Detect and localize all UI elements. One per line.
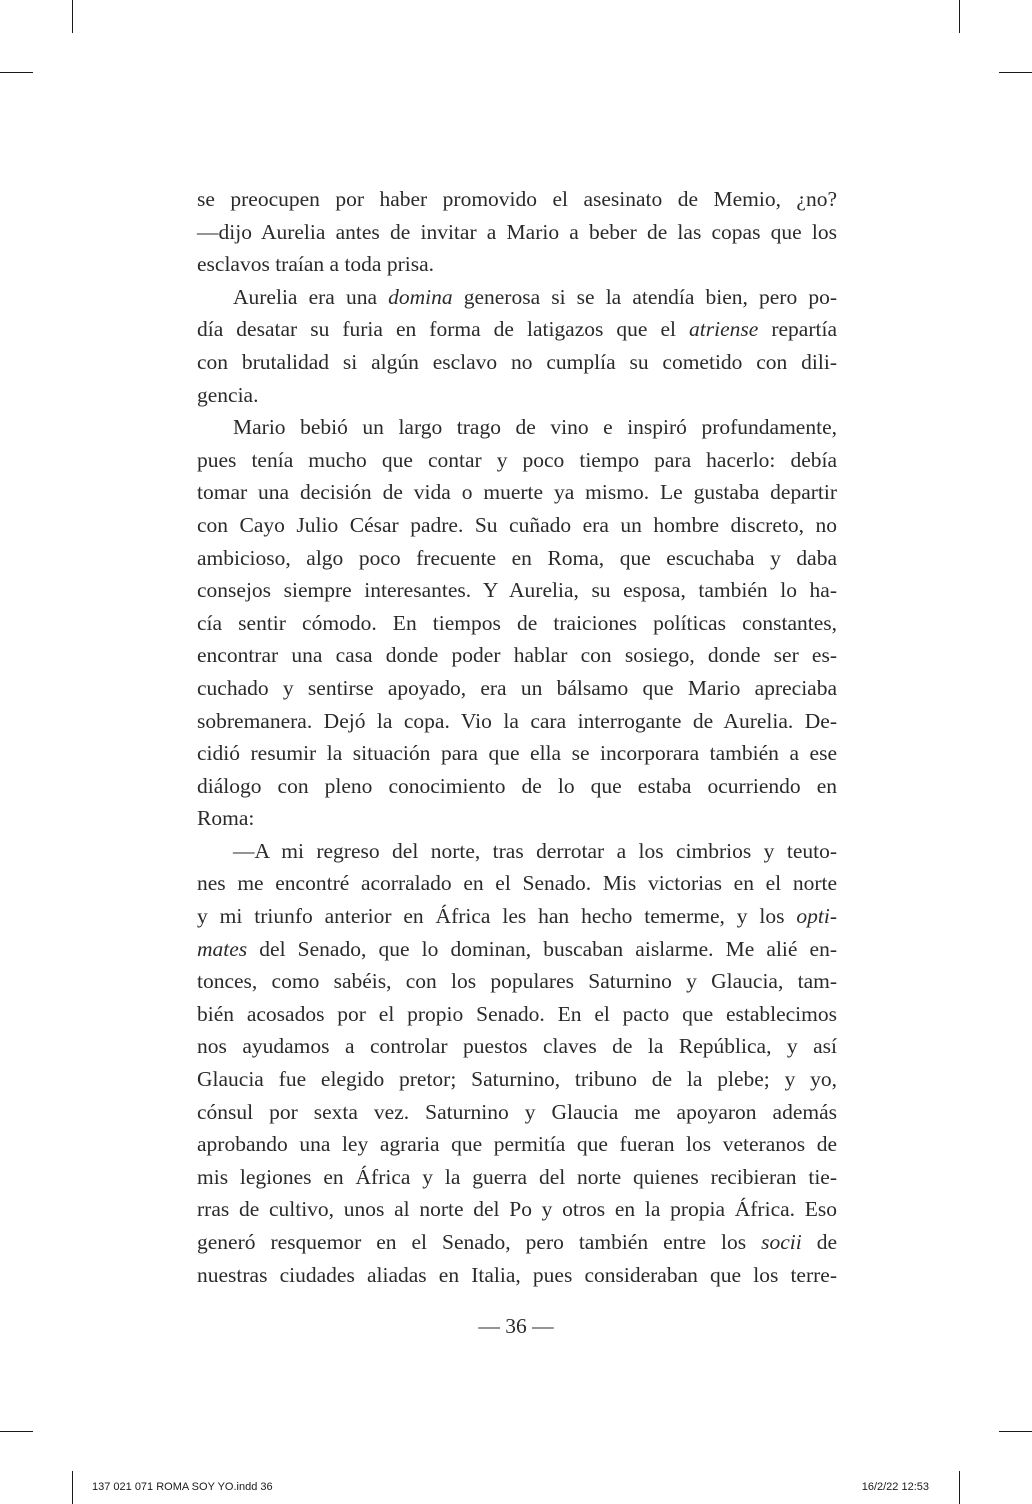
text-run: aprobando una ley agraria que permitía que fueran los veteranos de <box>197 1132 837 1157</box>
text-run: tomar una decisión de vida o muerte ya mismo. Le gustaba departir <box>197 480 837 505</box>
text-run: con brutalidad si algún esclavo no cumplía su cometido con dili- <box>197 349 837 374</box>
text-run: encontrar una casa donde poder hablar con sosiego, donde ser es- <box>197 643 837 668</box>
text-line <box>197 1128 837 1161</box>
text-line <box>197 379 837 412</box>
text-line <box>197 900 837 933</box>
crop-mark-top-right-horizontal <box>999 72 1032 73</box>
text-line <box>197 1259 837 1292</box>
italic-text: socii <box>761 1230 802 1254</box>
book-body-text <box>197 183 837 1291</box>
text-run: nos ayudamos a controlar puestos claves de la República, y así <box>197 1034 837 1059</box>
text-line <box>197 411 837 444</box>
text-line <box>197 542 837 575</box>
text-line <box>197 444 837 477</box>
text-run: y mi triunfo anterior en África les han hecho temerme, y los <box>197 904 797 929</box>
text-run: Roma: <box>197 806 255 831</box>
text-line <box>197 476 837 509</box>
text-run: cónsul por sexta vez. Saturnino y Glaucia me apoyaron además <box>197 1099 837 1124</box>
text-line <box>197 1063 837 1096</box>
text-run: nuestras ciudades aliadas en Italia, pues consideraban que los terre- <box>197 1262 837 1287</box>
text-run: pues tenía mucho que contar y poco tiempo para hacerlo: debía <box>197 447 837 472</box>
crop-mark-top-left <box>72 0 73 33</box>
text-line <box>197 216 837 249</box>
text-run: —dijo Aurelia antes de invitar a Mario a beber de las copas que los <box>197 219 837 244</box>
text-run: día desatar su furia en forma de latigazos que el <box>197 317 690 342</box>
text-run: generó resquemor en el Senado, pero también entre los <box>197 1230 762 1254</box>
slug-file-info: 137 021 071 ROMA SOY YO.indd 36 <box>92 1481 273 1493</box>
text-run: esclavos traían a toda prisa. <box>197 252 435 277</box>
text-run: mis legiones en África y la guerra del norte quienes recibieran tie- <box>197 1164 837 1189</box>
italic-text: opti- <box>796 904 837 929</box>
text-run: se preocupen por haber promovido el asesinato de Memio, ¿no? <box>197 187 837 211</box>
text-line <box>197 1226 837 1259</box>
text-line <box>197 933 837 966</box>
text-line <box>197 1030 837 1063</box>
text-line <box>197 965 837 998</box>
text-line <box>197 574 837 607</box>
text-run: Aurelia era una <box>233 284 389 309</box>
italic-text: domina <box>388 284 453 309</box>
text-run: ambicioso, algo poco frecuente en Roma, que escuchaba y daba <box>197 545 837 570</box>
text-run: cuchado y sentirse apoyado, era un bálsamo que Mario apreciaba <box>197 675 837 700</box>
crop-mark-bottom-right-horizontal <box>999 1431 1032 1432</box>
crop-mark-bottom-left <box>72 1471 73 1504</box>
text-run: con Cayo Julio César padre. Su cuñado era un hombre discreto, no <box>197 512 837 537</box>
text-line <box>197 509 837 542</box>
page-number: — 36 — <box>478 1314 554 1338</box>
text-line <box>197 607 837 640</box>
text-run: nes me encontré acorralado en el Senado. Mis victorias en el norte <box>197 871 837 896</box>
text-line <box>197 705 837 738</box>
italic-text: mates <box>197 936 248 961</box>
text-run: cidió resumir la situación para que ella se incorporara también a ese <box>197 741 837 766</box>
text-run: cía sentir cómodo. En tiempos de traiciones políticas constantes, <box>197 610 837 635</box>
text-line <box>197 672 837 705</box>
text-line <box>197 802 837 835</box>
text-run: consejos siempre interesantes. Y Aurelia, su esposa, también lo ha- <box>197 578 837 603</box>
text-line <box>197 346 837 379</box>
text-line <box>197 770 837 803</box>
text-line <box>197 835 837 868</box>
text-run: generosa si se la atendía bien, pero po- <box>452 284 837 309</box>
text-run: tonces, como sabéis, con los populares Saturnino y Glaucia, tam- <box>197 969 837 994</box>
crop-mark-top-right <box>959 0 960 33</box>
text-run: —A mi regreso del norte, tras derrotar a los cimbrios y teuto- <box>233 838 837 863</box>
crop-mark-top-left-horizontal <box>0 72 33 73</box>
text-run: rras de cultivo, unos al norte del Po y otros en la propia África. Eso <box>197 1197 837 1222</box>
slug-date-time: 16/2/22 12:53 <box>861 1481 929 1493</box>
text-run: sobremanera. Dejó la copa. Vio la cara interrogante de Aurelia. De- <box>197 708 837 733</box>
text-run: bién acosados por el propio Senado. En el pacto que establecimos <box>197 1001 837 1026</box>
text-line <box>197 1161 837 1194</box>
text-line <box>197 281 837 314</box>
text-line <box>197 639 837 672</box>
text-run: Glaucia fue elegido pretor; Saturnino, tribuno de la plebe; y yo, <box>197 1067 837 1092</box>
italic-text: atriense <box>689 317 759 342</box>
crop-mark-bottom-right <box>959 1471 960 1504</box>
text-run: gencia. <box>197 382 259 407</box>
text-run: Mario bebió un largo trago de vino e inspiró profundamente, <box>233 415 837 440</box>
text-line <box>197 248 837 281</box>
text-line <box>197 737 837 770</box>
crop-mark-bottom-left-horizontal <box>0 1431 33 1432</box>
text-line <box>197 1096 837 1129</box>
text-line <box>197 1193 837 1226</box>
text-run: repartía <box>758 317 837 342</box>
text-run: de <box>801 1230 837 1254</box>
text-line <box>197 867 837 900</box>
text-run: diálogo con pleno conocimiento de lo que estaba ocurriendo en <box>197 773 837 798</box>
text-line <box>197 998 837 1031</box>
text-line <box>197 183 837 216</box>
text-line <box>197 313 837 346</box>
text-run: del Senado, que lo dominan, buscaban aislarme. Me alié en- <box>247 936 837 961</box>
